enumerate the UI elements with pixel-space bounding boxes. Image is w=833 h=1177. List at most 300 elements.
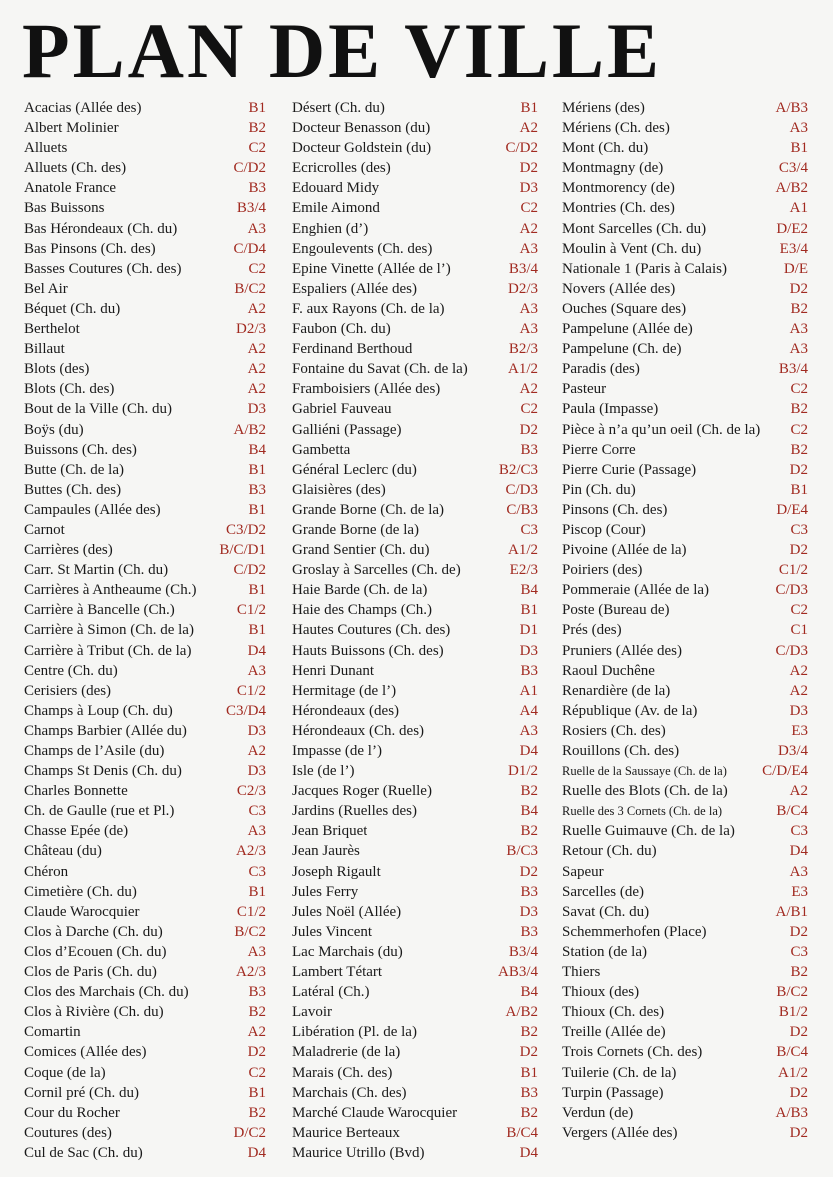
street-name: Alluets (Ch. des): [24, 160, 127, 177]
grid-reference: B2/C3: [498, 461, 538, 478]
grid-reference: B1: [520, 602, 538, 619]
grid-reference: A2: [247, 300, 266, 317]
grid-reference: D2: [519, 160, 538, 177]
street-entry: [24, 379, 266, 399]
street-entry: [562, 399, 808, 419]
grid-reference: C1: [790, 622, 808, 639]
street-name: Claude Warocquier: [24, 903, 140, 920]
grid-reference: A2: [247, 381, 266, 398]
street-name: Docteur Goldstein (du): [292, 140, 432, 157]
grid-reference: A2: [247, 1024, 266, 1041]
street-name: Moulin à Vent (Ch. du): [562, 240, 702, 257]
grid-reference: B2: [248, 1104, 266, 1121]
street-entry: [562, 620, 808, 640]
grid-reference: D/E: [783, 260, 808, 277]
grid-reference: D4: [519, 1144, 538, 1161]
grid-reference: C1/2: [236, 903, 266, 920]
street-entry: [24, 198, 266, 218]
grid-reference: B/C4: [506, 1124, 538, 1141]
grid-reference: A3: [519, 240, 538, 257]
street-entry: [292, 299, 538, 319]
street-name: Charles Bonnette: [24, 783, 128, 800]
grid-reference: A/B2: [233, 421, 266, 438]
grid-reference: D2: [519, 863, 538, 880]
street-entry: [562, 178, 808, 198]
street-name: Château (du): [24, 843, 102, 860]
street-entry: [562, 600, 808, 620]
street-entry: [24, 339, 266, 359]
grid-reference: C/D/E4: [762, 763, 808, 780]
street-entry: [292, 520, 538, 540]
grid-reference: A4: [519, 702, 538, 719]
grid-reference: A3: [247, 662, 266, 679]
street-name: Bas Hérondeaux (Ch. du): [24, 220, 178, 237]
grid-reference: A2: [247, 361, 266, 378]
street-entry: [292, 460, 538, 480]
street-name: Clos des Marchais (Ch. du): [24, 984, 189, 1001]
street-entry: [24, 219, 266, 239]
grid-reference: A1: [519, 682, 538, 699]
street-name: Jules Vincent: [292, 923, 373, 940]
grid-reference: A3: [247, 823, 266, 840]
grid-reference: D/C2: [233, 1124, 266, 1141]
street-name: Champs St Denis (Ch. du): [24, 763, 182, 780]
grid-reference: B2: [248, 1004, 266, 1021]
street-name: Carrières (des): [24, 542, 113, 559]
street-entry: [292, 178, 538, 198]
street-name: Clos d’Ecouen (Ch. du): [24, 943, 167, 960]
street-name: Billaut: [24, 341, 65, 358]
street-name: Maurice Utrillo (Bvd): [292, 1144, 425, 1161]
street-name: Comices (Allée des): [24, 1044, 147, 1061]
street-entry: [24, 118, 266, 138]
street-name: Hérondeaux (des): [292, 702, 400, 719]
street-name: Carrières à Antheaume (Ch.): [24, 582, 197, 599]
street-name: Cul de Sac (Ch. du): [24, 1144, 143, 1161]
street-entry: [292, 1022, 538, 1042]
street-entry: [292, 580, 538, 600]
grid-reference: B1: [248, 582, 266, 599]
street-entry: [562, 319, 808, 339]
grid-reference: A2/3: [236, 843, 266, 860]
grid-reference: A/B1: [775, 903, 808, 920]
grid-reference: B2: [790, 401, 808, 418]
grid-reference: B2: [790, 300, 808, 317]
grid-reference: B1: [248, 100, 266, 116]
street-name: Tuilerie (Ch. de la): [562, 1064, 677, 1081]
street-entry: [24, 520, 266, 540]
street-entry: [24, 942, 266, 962]
street-entry: [24, 661, 266, 681]
grid-reference: E3: [791, 722, 808, 739]
street-entry: [292, 741, 538, 761]
street-entry: [562, 540, 808, 560]
street-name: Turpin (Passage): [562, 1084, 664, 1101]
street-name: Henri Dunant: [292, 662, 375, 679]
street-entry: [562, 982, 808, 1002]
street-entry: [292, 399, 538, 419]
grid-reference: A2: [519, 220, 538, 237]
street-column-3: [562, 98, 808, 1143]
street-name: Maurice Berteaux: [292, 1124, 400, 1141]
grid-reference: C2: [790, 421, 808, 438]
street-entry: [562, 962, 808, 982]
street-name: Mont Sarcelles (Ch. du): [562, 220, 707, 237]
street-entry: [562, 198, 808, 218]
street-entry: [562, 580, 808, 600]
grid-reference: D2/3: [508, 280, 538, 297]
street-entry: [562, 721, 808, 741]
grid-reference: B2: [520, 823, 538, 840]
street-entry: [292, 620, 538, 640]
street-entry: [24, 1103, 266, 1123]
street-entry: [24, 98, 266, 118]
grid-reference: D2: [789, 461, 808, 478]
street-name: Paradis (des): [562, 361, 640, 378]
street-name: Grand Sentier (Ch. du): [292, 542, 430, 559]
grid-reference: B/C3: [506, 843, 538, 860]
grid-reference: C3/4: [778, 160, 808, 177]
street-entry: [292, 821, 538, 841]
street-entry: [292, 239, 538, 259]
street-name: Framboisiers (Allée des): [292, 381, 441, 398]
street-entry: [562, 902, 808, 922]
street-name: Boÿs (du): [24, 421, 84, 438]
grid-reference: B3: [520, 883, 538, 900]
street-name: Latéral (Ch.): [292, 984, 370, 1001]
street-entry: [292, 138, 538, 158]
street-name: Mériens (des): [562, 100, 645, 116]
grid-reference: D2: [247, 1044, 266, 1061]
street-name: Epine Vinette (Allée de l’): [292, 260, 451, 277]
street-name: Trois Cornets (Ch. des): [562, 1044, 703, 1061]
grid-reference: A2: [519, 381, 538, 398]
street-entry: [292, 279, 538, 299]
street-entry: [292, 1002, 538, 1022]
grid-reference: A1: [789, 200, 808, 217]
grid-reference: B/C2: [234, 280, 266, 297]
street-name: Poste (Bureau de): [562, 602, 670, 619]
street-name: Pommeraie (Allée de la): [562, 582, 710, 599]
street-entry: [24, 862, 266, 882]
street-name: Ouches (Square des): [562, 300, 687, 317]
street-name: Prés (des): [562, 622, 622, 639]
grid-reference: AB3/4: [497, 964, 538, 981]
street-entry: [24, 641, 266, 661]
street-entry: [24, 259, 266, 279]
grid-reference: B3: [520, 1084, 538, 1101]
street-name: Alluets: [24, 140, 68, 157]
street-entry: [292, 600, 538, 620]
street-name: Marais (Ch. des): [292, 1064, 393, 1081]
street-entry: [562, 1042, 808, 1062]
street-entry: [24, 1042, 266, 1062]
street-name: Basses Coutures (Ch. des): [24, 260, 182, 277]
street-name: Grande Borne (de la): [292, 521, 420, 538]
street-entry: [292, 1042, 538, 1062]
street-name: Ruelle Guimauve (Ch. de la): [562, 823, 735, 840]
street-name: Sapeur: [562, 863, 604, 880]
grid-reference: A2/3: [236, 964, 266, 981]
street-name: Hérondeaux (Ch. des): [292, 722, 425, 739]
street-entry: [292, 922, 538, 942]
street-name: Ecricrolles (des): [292, 160, 391, 177]
grid-reference: B1: [520, 1064, 538, 1081]
grid-reference: D1: [519, 622, 538, 639]
street-entry: [292, 420, 538, 440]
grid-reference: C2: [248, 260, 266, 277]
grid-reference: A2: [247, 743, 266, 759]
street-name: Schemmerhofen (Place): [562, 923, 707, 940]
street-name: Treille (Allée de): [562, 1024, 666, 1041]
street-entry: [292, 1063, 538, 1083]
grid-reference: A3: [519, 321, 538, 338]
street-name: Hautes Coutures (Ch. des): [292, 622, 451, 639]
grid-reference: C2: [790, 602, 808, 619]
street-entry: [562, 560, 808, 580]
street-name: Lambert Tétart: [292, 964, 383, 981]
street-name: Station (de la): [562, 943, 647, 960]
street-name: Grande Borne (Ch. de la): [292, 501, 445, 518]
street-entry: [562, 1123, 808, 1143]
street-name: Jules Ferry: [292, 883, 359, 900]
grid-reference: D3: [247, 722, 266, 739]
street-entry: [24, 500, 266, 520]
street-name: Coutures (des): [24, 1124, 112, 1141]
grid-reference: D3: [247, 401, 266, 418]
street-entry: [24, 1022, 266, 1042]
grid-reference: B3/4: [508, 943, 538, 960]
street-entry: [24, 600, 266, 620]
street-entry: [292, 1123, 538, 1143]
street-name: Ruelle des Blots (Ch. de la): [562, 783, 728, 800]
street-name: Pin (Ch. du): [562, 481, 636, 498]
street-name: Pierre Curie (Passage): [562, 461, 697, 478]
street-entry: [562, 480, 808, 500]
street-name: Cour du Rocher: [24, 1104, 120, 1121]
street-name: Hauts Buissons (Ch. des): [292, 642, 444, 659]
street-entry: [24, 420, 266, 440]
street-entry: [292, 1143, 538, 1163]
street-entry: [24, 1063, 266, 1083]
grid-reference: D/E2: [776, 220, 808, 237]
grid-reference: A3: [247, 220, 266, 237]
grid-reference: D2: [519, 1044, 538, 1061]
grid-reference: B3: [520, 923, 538, 940]
street-name: Chéron: [24, 863, 69, 880]
street-name: Comartin: [24, 1024, 81, 1041]
street-entry: [292, 219, 538, 239]
street-name: Emile Aimond: [292, 200, 380, 217]
street-name: Marchais (Ch. des): [292, 1084, 407, 1101]
street-name: Retour (Ch. du): [562, 843, 657, 860]
grid-reference: B3: [520, 441, 538, 458]
street-entry: [562, 1063, 808, 1083]
grid-reference: D4: [247, 1144, 266, 1161]
street-entry: [292, 198, 538, 218]
grid-reference: B1: [248, 461, 266, 478]
street-name: Béquet (Ch. du): [24, 300, 121, 317]
street-entry: [292, 982, 538, 1002]
street-name: Pasteur: [562, 381, 607, 398]
grid-reference: C1/2: [236, 682, 266, 699]
street-name: Carrière à Bancelle (Ch.): [24, 602, 175, 619]
street-name: Engoulevents (Ch. des): [292, 240, 433, 257]
street-name: Nationale 1 (Paris à Calais): [562, 260, 727, 277]
street-entry: [562, 158, 808, 178]
street-entry: [562, 781, 808, 801]
street-entry: [562, 1083, 808, 1103]
street-name: Albert Molinier: [24, 120, 119, 137]
street-name: Cornil pré (Ch. du): [24, 1084, 139, 1101]
street-entry: [292, 440, 538, 460]
street-name: Jules Noël (Allée): [292, 903, 402, 920]
street-name: Carr. St Martin (Ch. du): [24, 562, 169, 579]
street-entry: [562, 420, 808, 440]
grid-reference: A/B2: [505, 1004, 538, 1021]
street-entry: [562, 259, 808, 279]
street-entry: [292, 962, 538, 982]
street-name: Ferdinand Berthoud: [292, 341, 413, 358]
street-name: Ruelle de la Saussaye (Ch. de la): [562, 764, 727, 779]
street-entry: [292, 118, 538, 138]
street-name: Lac Marchais (du): [292, 943, 403, 960]
street-entry: [562, 741, 808, 761]
grid-reference: A3: [519, 722, 538, 739]
street-name: Montmagny (de): [562, 160, 664, 177]
grid-reference: A3: [789, 341, 808, 358]
grid-reference: D2: [789, 1084, 808, 1101]
street-entry: [292, 721, 538, 741]
grid-reference: D2: [789, 923, 808, 940]
grid-reference: C/D2: [233, 160, 266, 177]
street-entry: [292, 781, 538, 801]
grid-reference: B2: [248, 120, 266, 137]
street-entry: [24, 982, 266, 1002]
grid-reference: B1: [248, 501, 266, 518]
street-entry: [292, 701, 538, 721]
grid-reference: A2: [789, 783, 808, 800]
street-name: Renardière (de la): [562, 682, 671, 699]
grid-reference: B3: [520, 662, 538, 679]
street-entry: [24, 399, 266, 419]
street-name: Marché Claude Warocquier: [292, 1104, 458, 1121]
grid-reference: D2: [789, 280, 808, 297]
grid-reference: A/B2: [775, 180, 808, 197]
street-entry: [24, 882, 266, 902]
street-name: Piscop (Cour): [562, 521, 646, 538]
street-name: Espaliers (Allée des): [292, 280, 417, 297]
street-entry: [24, 902, 266, 922]
street-name: Anatole France: [24, 180, 117, 197]
street-name: Bas Buissons: [24, 200, 105, 217]
grid-reference: B3/4: [508, 260, 538, 277]
street-entry: [24, 319, 266, 339]
street-entry: [24, 801, 266, 821]
street-name: Rouillons (Ch. des): [562, 743, 680, 759]
grid-reference: D/E4: [776, 501, 808, 518]
grid-reference: D3: [789, 702, 808, 719]
street-entry: [562, 339, 808, 359]
street-entry: [562, 359, 808, 379]
street-name: Carrière à Tribut (Ch. de la): [24, 642, 192, 659]
street-name: Bout de la Ville (Ch. du): [24, 401, 172, 418]
street-entry: [24, 239, 266, 259]
street-entry: [24, 922, 266, 942]
street-name: Clos de Paris (Ch. du): [24, 964, 157, 981]
grid-reference: C2: [520, 200, 538, 217]
grid-reference: B4: [520, 803, 538, 820]
grid-reference: B/C2: [776, 984, 808, 1001]
street-entry: [24, 701, 266, 721]
street-name: Gabriel Fauveau: [292, 401, 392, 418]
street-entry: [292, 540, 538, 560]
grid-reference: B/C4: [776, 803, 808, 820]
grid-reference: D4: [789, 843, 808, 860]
street-column-2: [292, 98, 538, 1163]
street-name: Haie des Champs (Ch.): [292, 602, 432, 619]
street-entry: [562, 138, 808, 158]
street-name: Jean Briquet: [292, 823, 368, 840]
street-name: Raoul Duchêne: [562, 662, 655, 679]
street-entry: [562, 299, 808, 319]
grid-reference: A2: [789, 682, 808, 699]
street-entry: [292, 560, 538, 580]
street-entry: [24, 962, 266, 982]
street-entry: [562, 520, 808, 540]
street-entry: [562, 661, 808, 681]
grid-reference: C1/2: [778, 562, 808, 579]
street-name: Libération (Pl. de la): [292, 1024, 417, 1041]
street-entry: [292, 942, 538, 962]
grid-reference: B2: [520, 783, 538, 800]
street-entry: [292, 862, 538, 882]
street-entry: [24, 359, 266, 379]
street-name: Clos à Darche (Ch. du): [24, 923, 163, 940]
street-name: Pièce à n’a qu’un oeil (Ch. de la): [562, 421, 761, 438]
street-entry: [24, 560, 266, 580]
grid-reference: A3: [519, 300, 538, 317]
street-name: Gambetta: [292, 441, 351, 458]
grid-reference: C2: [790, 381, 808, 398]
street-entry: [24, 781, 266, 801]
grid-reference: B1: [790, 481, 808, 498]
grid-reference: D2: [789, 1124, 808, 1141]
grid-reference: C/D4: [233, 240, 266, 257]
grid-reference: B/C4: [776, 1044, 808, 1061]
street-entry: [562, 882, 808, 902]
street-name: Buissons (Ch. des): [24, 441, 137, 458]
street-entry: [292, 259, 538, 279]
street-entry: [292, 761, 538, 781]
grid-reference: B3: [248, 984, 266, 1001]
street-entry: [562, 922, 808, 942]
grid-reference: B3/4: [236, 200, 266, 217]
street-name: Mont (Ch. du): [562, 140, 649, 157]
grid-reference: C2: [248, 1064, 266, 1081]
street-name: Edouard Midy: [292, 180, 380, 197]
street-entry: [562, 701, 808, 721]
street-entry: [24, 480, 266, 500]
street-name: Jean Jaurès: [292, 843, 360, 860]
street-entry: [24, 741, 266, 761]
street-name: Coque (de la): [24, 1064, 106, 1081]
grid-reference: A3: [247, 943, 266, 960]
grid-reference: B4: [520, 984, 538, 1001]
grid-reference: A3: [789, 863, 808, 880]
street-name: Montries (Ch. des): [562, 200, 675, 217]
grid-reference: C/D3: [775, 642, 808, 659]
